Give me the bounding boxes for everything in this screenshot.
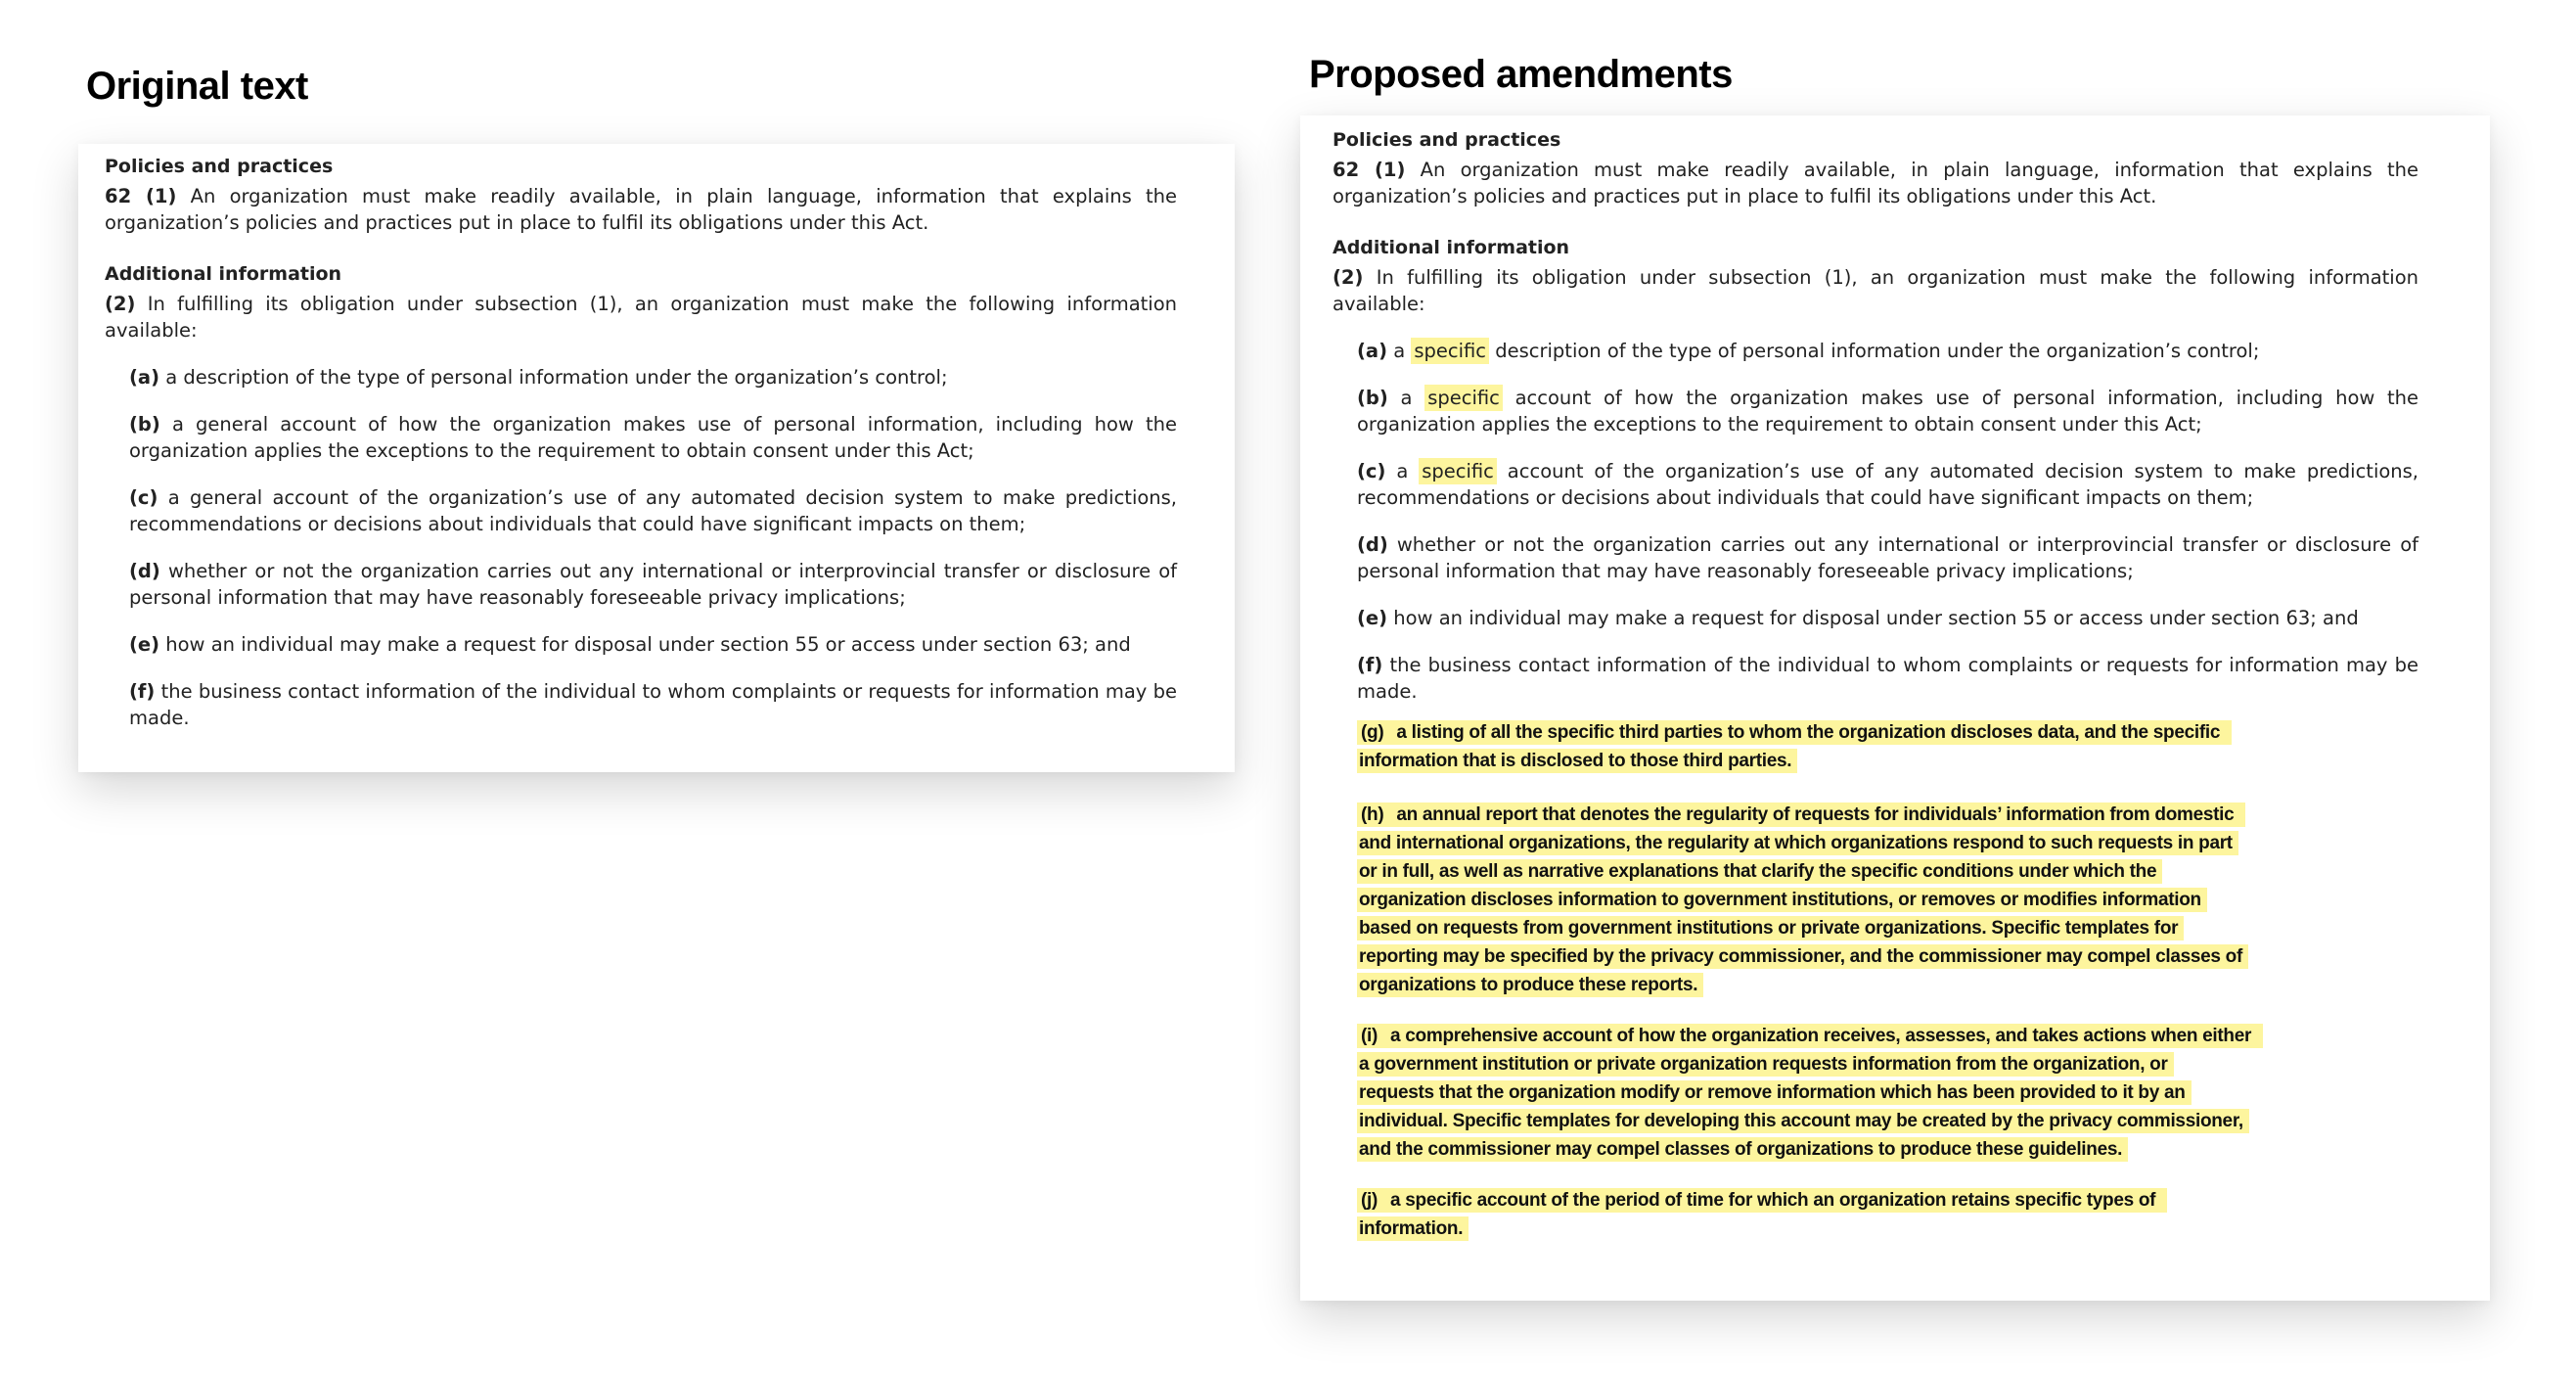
highlighted-line [1357,718,2418,747]
item-line: and international organizations, the regularity at which organizations respond to such requests in part [1357,831,2238,855]
item-line: individual. Specific templates for developing this account may be created by the privacy commissioner, [1357,1109,2249,1133]
item-prefix: a [1393,340,1406,362]
item-text: whether or not the organization carries out any international or interprovincial transfer or disclosure of personal information that may have reasonably foreseeable privacy implications; [129,560,1178,609]
item-label: (g) [1359,720,1389,745]
added-item-j [1357,1186,2418,1243]
item-text: a description of the type of personal information under the organization’s control; [165,366,948,389]
item-label: (b) [129,413,160,436]
subsection-2 [105,291,1177,344]
item-label: (d) [1357,533,1388,556]
section-heading-policies: Policies and practices [105,156,334,177]
highlighted-line [1357,801,2418,829]
item-line: or in full, as well as narrative explanations that clarify the specific conditions under which the [1357,859,2162,884]
item-label: (f) [1357,654,1383,676]
item-label: (a) [1357,340,1387,362]
subsection-text: In fulfilling its obligation under subsection (1), an organization must make the following information available: [105,293,1178,342]
item-text: how an individual may make a request for disposal under section 55 or access under section 63; and [165,633,1131,656]
item-label: (e) [1357,607,1388,629]
proposed-amendments-card [1300,115,2490,1301]
item-label: (c) [1357,460,1386,482]
original-item-list [105,364,1177,731]
item-line: based on requests from government institutions or private organizations. Specific templates for [1357,916,2184,940]
highlighted-line [1357,971,2418,999]
item-line: a listing of all the specific third parties to whom the organization discloses data, and the specific [1394,720,2226,745]
item-prefix: a [1400,387,1413,409]
highlighted-line [1357,1050,2418,1078]
item-line: an annual report that denotes the regularity of requests for individuals’ information from domestic [1394,803,2239,827]
item-text: description of the type of personal information under the organization’s control; [1495,340,2260,362]
highlighted-line [1357,1186,2418,1215]
item-line: and the commissioner may compel classes of organizations to produce these guidelines. [1357,1137,2128,1162]
item-line: information. [1357,1216,1469,1241]
item-text: a general account of how the organization makes use of personal information, including how the organization applies the exceptions to the requirement to obtain consent under this Act; [129,413,1177,462]
list-item-c [129,484,1177,537]
subsection-text: In fulfilling its obligation under subsection (1), an organization must make the following information available: [1333,266,2419,315]
item-text: how an individual may make a request for disposal under section 55 or access under section 63; and [1393,607,2359,629]
item-line: organizations to produce these reports. [1357,973,1703,997]
item-text: account of how the organization makes use of personal information, including how the organization applies the exceptions to the requirement to obtain consent under this Act; [1357,387,2419,436]
list-item-b [129,411,1177,464]
item-line: reporting may be specified by the privacy commissioner, and the commissioner may compel classes of [1357,944,2248,969]
original-text-title: Original text [86,65,308,108]
added-item-g [1357,718,2418,775]
highlighted-line [1357,914,2418,942]
original-text-card [78,144,1235,772]
highlighted-line [1357,1107,2418,1135]
list-item-f [1357,652,2418,705]
item-line: information that is disclosed to those third parties. [1357,749,1797,773]
subsection-1 [1333,157,2418,209]
item-label: (e) [129,633,160,656]
subsection-text: An organization must make readily available, in plain language, information that explains the organization’s policies and practices put in place to fulfil its obligations under this Act. [105,185,1177,234]
highlighted-line [1357,1215,2418,1243]
section-heading-additional: Additional information [105,263,342,285]
highlighted-line [1357,857,2418,886]
added-item-list [1333,718,2418,1243]
item-label: (h) [1359,803,1389,827]
highlighted-word: specific [1411,338,1489,364]
item-label: (d) [129,560,160,582]
subsection-number: (2) [1333,266,1364,289]
highlighted-line [1357,1135,2418,1164]
subsection-number: 62 (1) [105,185,177,207]
highlighted-line [1357,942,2418,971]
subsection-1 [105,183,1177,236]
section-heading-additional: Additional information [1333,237,1570,258]
list-item-e [129,631,1177,658]
highlighted-line [1357,829,2418,857]
item-text: a general account of the organization’s use of any automated decision system to make predictions, recommendations or decisions about individuals that could have significant impacts on them; [129,486,1178,535]
list-item-c [1357,458,2418,511]
item-line: a comprehensive account of how the organization receives, assesses, and takes actions when either [1388,1024,2257,1048]
section-heading-policies: Policies and practices [1333,129,1561,151]
highlighted-line [1357,1022,2418,1050]
item-line: a specific account of the period of time for which an organization retains specific types of [1388,1188,2161,1213]
highlighted-line [1357,886,2418,914]
subsection-text: An organization must make readily available, in plain language, information that explains the organization’s policies and practices put in place to fulfil its obligations under this Act. [1333,159,2418,207]
subsection-2 [1333,264,2418,317]
item-label: (f) [129,680,156,703]
list-item-e [1357,605,2418,631]
item-label: (c) [129,486,158,509]
list-item-a [129,364,1177,390]
added-item-i [1357,1022,2418,1164]
item-prefix: a [1396,460,1409,482]
item-line: requests that the organization modify or remove information which has been provided to it by an [1357,1080,2192,1105]
highlighted-word: specific [1419,458,1497,484]
item-label: (b) [1357,387,1388,409]
item-text: the business contact information of the individual to whom complaints or requests for information may be made. [1357,654,2419,703]
item-text: account of the organization’s use of any automated decision system to make predictions, recommendations or decisions about individuals that could have significant impacts on them; [1357,460,2419,509]
item-text: the business contact information of the individual to whom complaints or requests for information may be made. [129,680,1178,729]
highlighted-word: specific [1424,385,1503,411]
proposed-amendments-title: Proposed amendments [1309,53,1733,96]
amended-item-list [1333,338,2418,705]
added-item-h [1357,801,2418,999]
list-item-f [129,678,1177,731]
list-item-a [1357,338,2418,364]
item-label: (i) [1359,1024,1383,1048]
item-line: organization discloses information to government institutions, or removes or modifies information [1357,888,2207,912]
subsection-number: (2) [105,293,136,315]
subsection-number: 62 (1) [1333,159,1406,181]
list-item-d [129,558,1177,611]
item-label: (j) [1359,1188,1383,1213]
highlighted-line [1357,747,2418,775]
highlighted-line [1357,1078,2418,1107]
list-item-d [1357,531,2418,584]
list-item-b [1357,385,2418,437]
item-text: whether or not the organization carries out any international or interprovincial transfer or disclosure of personal information that may have reasonably foreseeable privacy implications; [1357,533,2418,582]
item-line: a government institution or private organization requests information from the organization, or [1357,1052,2174,1077]
item-label: (a) [129,366,159,389]
